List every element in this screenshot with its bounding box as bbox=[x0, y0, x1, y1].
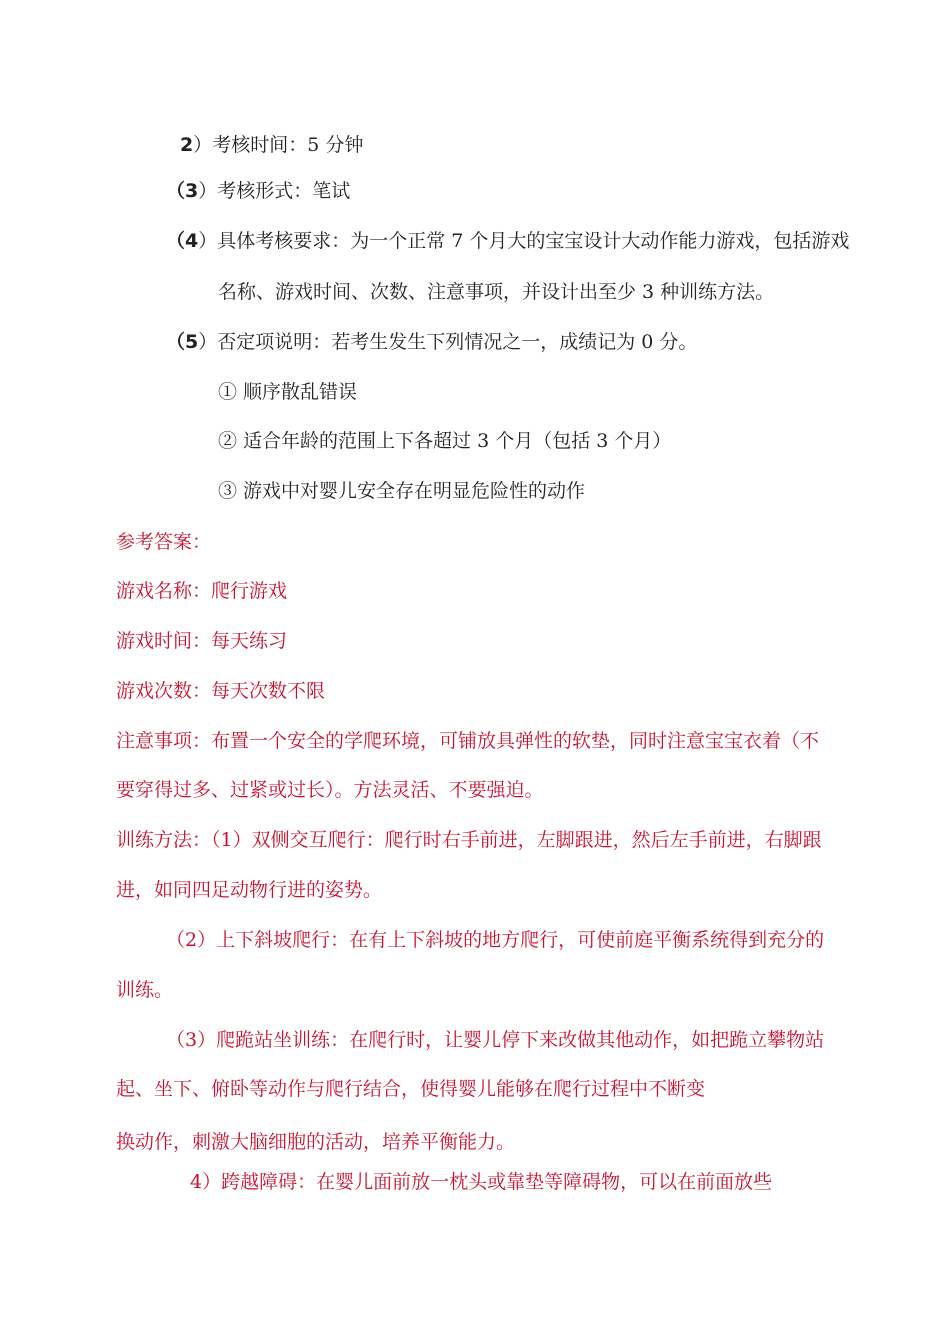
answer-method-3-line-3: 换动作，刺激大脑细胞的活动，培养平衡能力。 bbox=[116, 1131, 516, 1153]
answer-game-count: 游戏次数：每天次数不限 bbox=[116, 680, 326, 702]
answer-heading: 参考答案： bbox=[116, 531, 212, 553]
answer-method-1-line-1: 训练方法：（1）双侧交互爬行：爬行时右手前进，左脚跟进，然后左手前进，右脚跟 bbox=[116, 829, 822, 851]
item-number: 2 bbox=[180, 134, 194, 156]
answer-method-2-line-1: （2）上下斜坡爬行：在有上下斜坡的地方爬行，可使前庭平衡系统得到充分的 bbox=[166, 929, 825, 951]
answer-method-1-line-2: 进，如同四足动物行进的姿势。 bbox=[116, 879, 383, 901]
negation-item-1: ① 顺序散乱错误 bbox=[218, 381, 358, 403]
answer-notes-line-1: 注意事项：布置一个安全的学爬环境，可铺放具弹性的软垫，同时注意宝宝衣着（不 bbox=[116, 730, 820, 752]
answer-game-name: 游戏名称：爬行游戏 bbox=[116, 580, 288, 602]
answer-method-3-line-2: 起、坐下、俯卧等动作与爬行结合，使得婴儿能够在爬行过程中不断变 bbox=[116, 1078, 706, 1100]
item-text: ）考核时间：5 分钟 bbox=[193, 134, 364, 156]
item-number: （4 bbox=[166, 230, 199, 252]
answer-method-2-line-2: 训练。 bbox=[116, 979, 174, 1001]
answer-method-4-line-1: 4）跨越障碍：在婴儿面前放一枕头或靠垫等障碍物，可以在前面放些 bbox=[190, 1171, 773, 1193]
answer-notes-line-2: 要穿得过多、过紧或过长）。方法灵活、不要强迫。 bbox=[116, 779, 544, 801]
item-number: （5 bbox=[166, 331, 199, 353]
answer-game-time: 游戏时间：每天练习 bbox=[116, 630, 288, 652]
exam-form-line bbox=[166, 179, 350, 203]
exam-requirement-cont: 名称、游戏时间、次数、注意事项，并设计出至少 3 种训练方法。 bbox=[218, 281, 775, 303]
item-number: （3 bbox=[166, 180, 199, 202]
item-text: ）否定项说明：若考生发生下列情况之一，成绩记为 0 分。 bbox=[198, 331, 698, 353]
item-text: ）具体考核要求：为一个正常 7 个月大的宝宝设计大动作能力游戏，包括游戏 bbox=[198, 230, 850, 252]
exam-time-line bbox=[180, 133, 363, 157]
answer-method-3-line-1: （3）爬跪站坐训练：在爬行时，让婴儿停下来改做其他动作，如把跪立攀物站 bbox=[166, 1029, 825, 1051]
item-text: ）考核形式：笔试 bbox=[198, 180, 351, 202]
negation-item-2: ② 适合年龄的范围上下各超过 3 个月（包括 3 个月） bbox=[218, 430, 672, 452]
exam-requirement-line bbox=[166, 229, 849, 253]
negation-item-3: ③ 游戏中对婴儿安全存在明显危险性的动作 bbox=[218, 480, 586, 502]
exam-negation-line bbox=[166, 330, 697, 354]
